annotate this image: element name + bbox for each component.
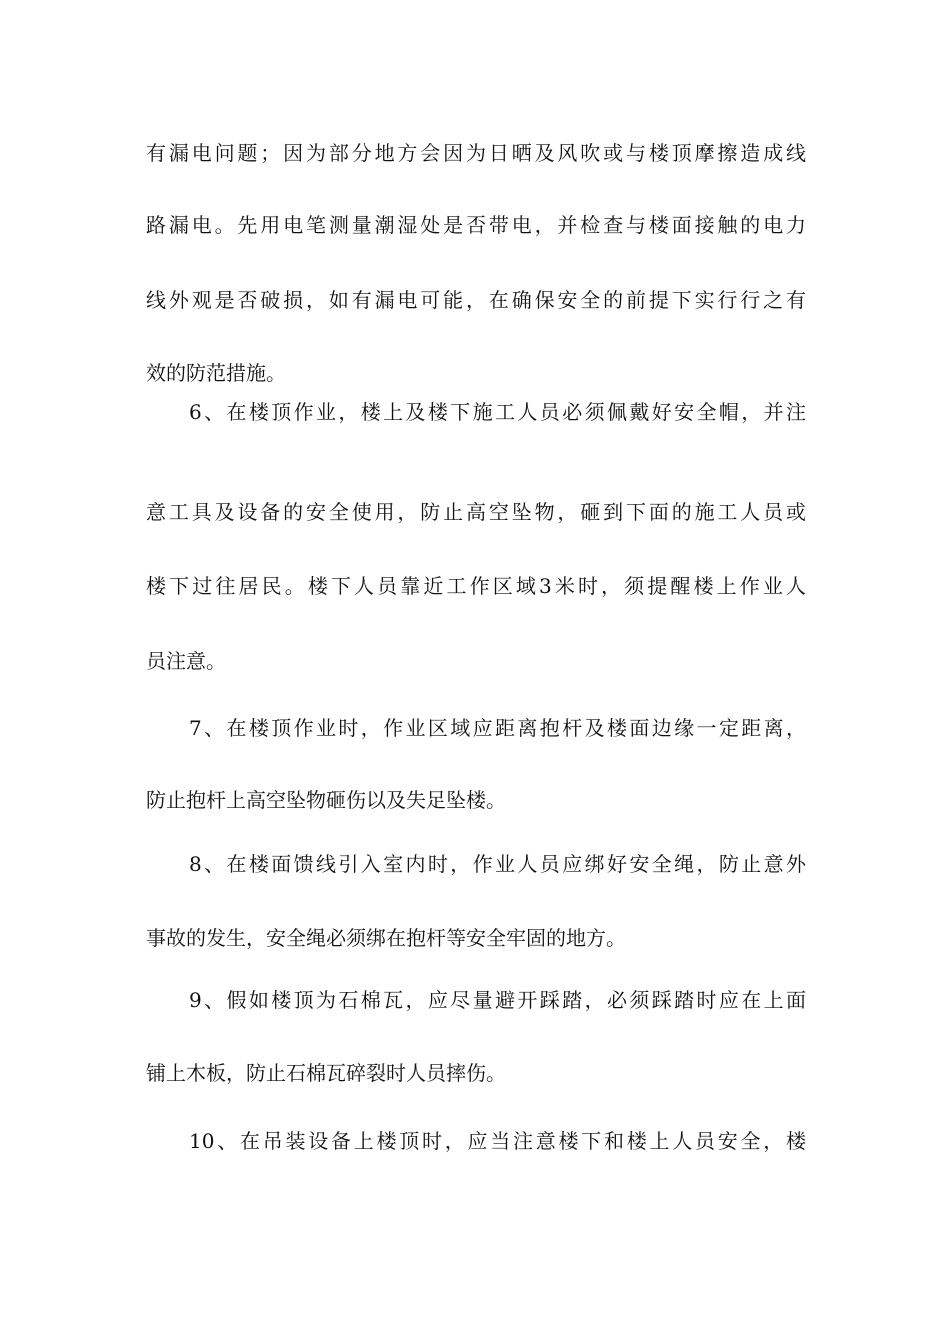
text-line: 员注意。 bbox=[146, 649, 226, 673]
paragraph-8-first-line: 8、在楼面馈线引入室内时，作业人员应绑好安全绳，防止意外 bbox=[189, 852, 806, 876]
text-line: 有漏电问题；因为部分地方会因为日晒及风吹或与楼顶摩擦造成线 bbox=[146, 141, 806, 165]
text-line: 防止抱杆上高空坠物砸伤以及失足坠楼。 bbox=[146, 788, 506, 812]
text-line: 楼下过往居民。楼下人员靠近工作区域3米时，须提醒楼上作业人 bbox=[146, 574, 806, 598]
text-line: 路漏电。先用电笔测量潮湿处是否带电，并检查与楼面接触的电力 bbox=[146, 213, 806, 237]
text-line: 铺上木板，防止石棉瓦碎裂时人员摔伤。 bbox=[146, 1061, 506, 1085]
paragraph-9-first-line: 9、假如楼顶为石棉瓦，应尽量避开踩踏，必须踩踏时应在上面 bbox=[189, 988, 806, 1012]
text-line: 效的防范措施。 bbox=[146, 361, 286, 385]
paragraph-10-first-line: 10、在吊装设备上楼顶时，应当注意楼下和楼上人员安全，楼 bbox=[189, 1129, 806, 1153]
text-line: 线外观是否破损，如有漏电可能，在确保安全的前提下实行行之有 bbox=[146, 288, 806, 312]
text-line: 意工具及设备的安全使用，防止高空坠物，砸到下面的施工人员或 bbox=[146, 500, 806, 524]
paragraph-7-first-line: 7、在楼顶作业时，作业区域应距离抱杆及楼面边缘一定距离， bbox=[189, 716, 806, 740]
text-line: 事故的发生，安全绳必须绑在抱杆等安全牢固的地方。 bbox=[146, 926, 626, 950]
paragraph-6-first-line: 6、在楼顶作业，楼上及楼下施工人员必须佩戴好安全帽，并注 bbox=[189, 400, 806, 424]
